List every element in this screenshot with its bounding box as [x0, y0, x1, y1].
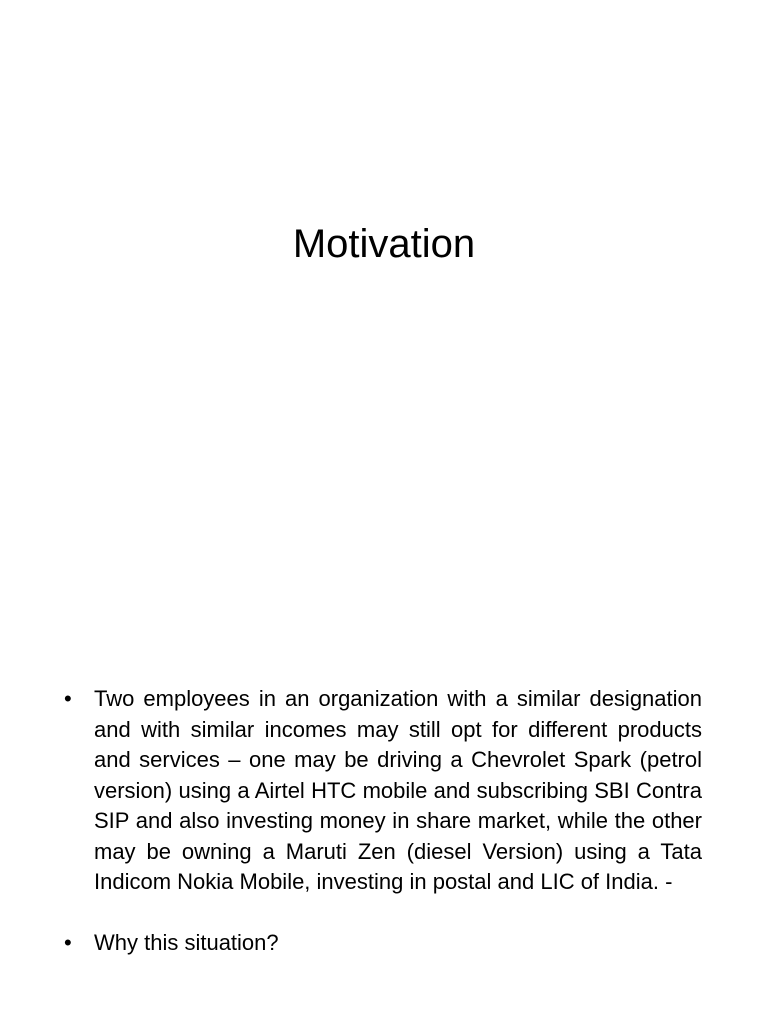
bullet-text: Two employees in an organization with a similar designation and with similar incomes may still opt for different products and services – one may be driving a Chevrolet Spark (petrol version) using a Airtel HTC mobile and subscribing SBI Contra SIP and also investing money in share market, while the other may be owning a Maruti Zen (diesel Version) using a Tata Indicom Nokia Mobile, investing in postal and LIC of India. -: [94, 686, 702, 894]
bullet-list: [62, 684, 702, 958]
bullet-item: [62, 684, 702, 898]
slide-title: Motivation: [292, 222, 476, 266]
bullet-icon: •: [64, 686, 72, 711]
bullet-text: Why this situation?: [94, 929, 279, 955]
bullet-item: [62, 928, 702, 959]
bullet-icon: •: [64, 929, 72, 955]
